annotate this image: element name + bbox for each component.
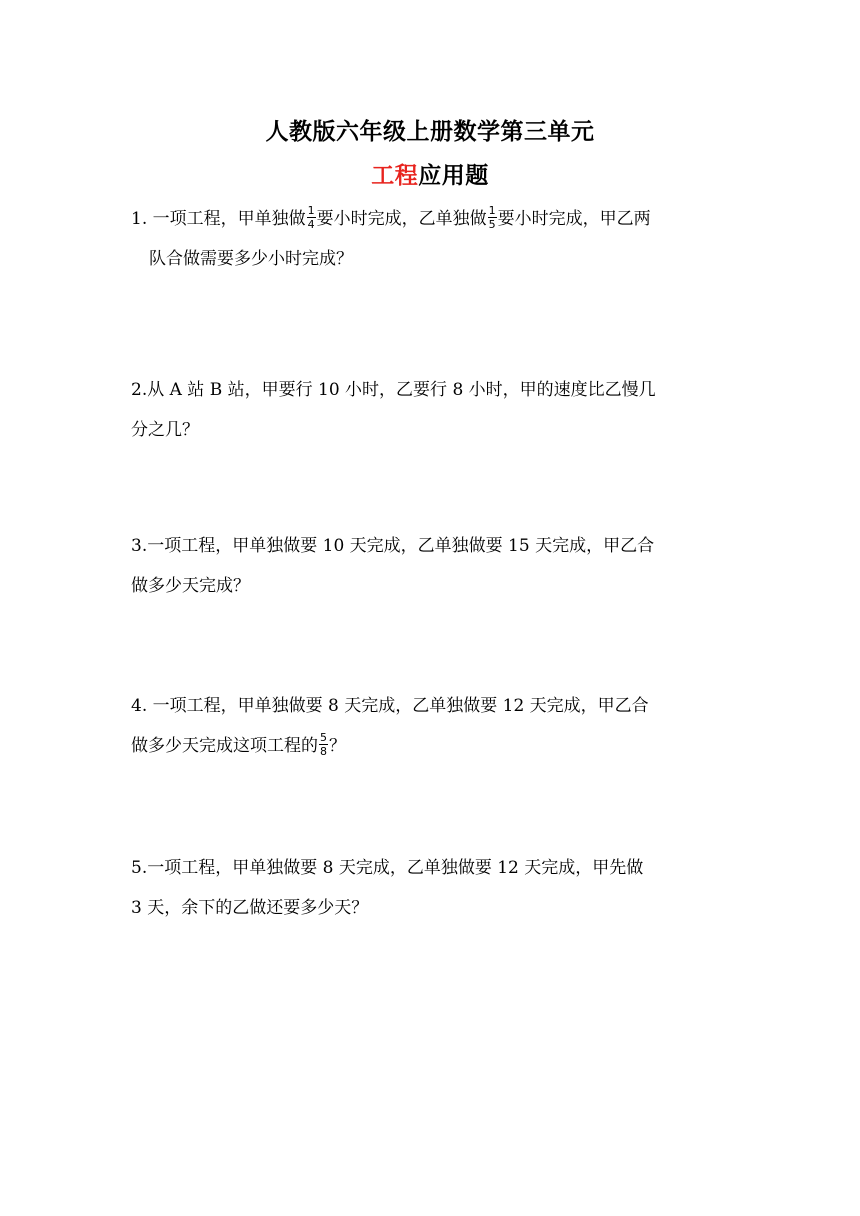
question-4-text-a: 做多少天完成这项工程的	[131, 736, 318, 756]
question-4-line-1: 4. 一项工程，甲单独做要 8 天完成，乙单独做要 12 天完成，甲乙合	[131, 696, 649, 716]
subtitle-rest: 应用题	[418, 163, 489, 189]
question-1-line-2: 队合做需要多少小时完成？	[149, 249, 353, 269]
question-2	[131, 370, 731, 450]
question-1	[131, 199, 731, 279]
subtitle-highlight: 工程	[371, 163, 419, 189]
fraction-denominator: 5	[488, 218, 496, 231]
question-1-text-a: 1. 一项工程，甲单独做	[131, 209, 306, 229]
document-title: 人教版六年级上册数学第三单元	[265, 119, 595, 145]
question-3-line-2: 做多少天完成？	[131, 576, 250, 596]
fraction-numerator: 1	[307, 204, 315, 217]
fraction-denominator: 8	[320, 745, 327, 758]
question-4-line-2	[131, 726, 731, 766]
question-2-line-2: 分之几？	[131, 420, 199, 440]
question-2-line-1: 2.从 A 站 B 站，甲要行 10 小时，乙要行 8 小时，甲的速度比乙慢几	[131, 380, 656, 400]
question-5-line-2: 3 天，余下的乙做还要多少天？	[131, 898, 369, 918]
fraction-numerator: 1	[488, 204, 496, 217]
question-5-line-1: 5.一项工程，甲单独做要 8 天完成，乙单独做要 12 天完成，甲先做	[131, 858, 644, 878]
fraction-five-eighths	[319, 732, 328, 757]
fraction-numerator: 5	[320, 731, 327, 744]
question-1-text-b: 要小时完成，乙单独做	[316, 209, 487, 229]
document-subtitle	[0, 157, 860, 190]
question-1-text-c: 要小时完成，甲乙两	[497, 209, 651, 229]
fraction-denominator: 4	[307, 218, 315, 231]
question-4-text-b: ？	[329, 736, 346, 756]
question-4	[131, 686, 731, 766]
fraction-one-quarter	[307, 205, 316, 230]
fraction-one-fifth	[488, 205, 497, 230]
question-1-line-1	[131, 199, 731, 239]
question-3-line-1: 3.一项工程，甲单独做要 10 天完成，乙单独做要 15 天完成，甲乙合	[131, 536, 655, 556]
question-3	[131, 526, 731, 606]
question-5	[131, 848, 731, 928]
